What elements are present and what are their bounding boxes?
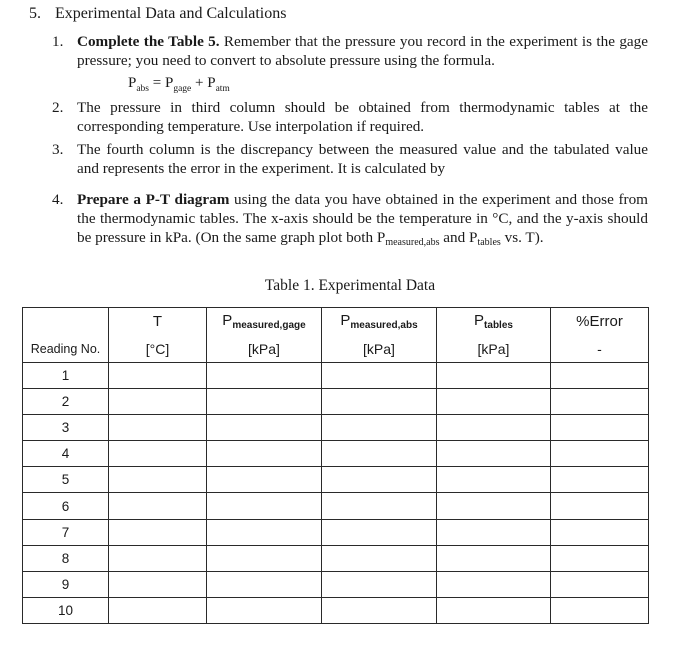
table-row: [23, 467, 649, 493]
empty-data-cell: [437, 415, 551, 441]
formula-lhs: P: [128, 75, 137, 91]
empty-data-cell: [551, 441, 649, 467]
empty-data-cell: [322, 415, 437, 441]
empty-data-cell: [437, 467, 551, 493]
header-temperature-unit: [°C]: [109, 335, 207, 363]
empty-data-cell: [437, 519, 551, 545]
formula-equals: =: [149, 75, 165, 91]
instruction-item-2: [52, 98, 648, 136]
table-row: [23, 389, 649, 415]
header-unit-kpa: [kPa]: [207, 335, 322, 363]
formula-plus: +: [191, 75, 208, 91]
empty-data-cell: [551, 415, 649, 441]
empty-data-cell: [109, 389, 207, 415]
empty-data-cell: [207, 441, 322, 467]
table-header-row-top: [23, 308, 649, 336]
table-row: [23, 545, 649, 571]
empty-data-cell: [437, 571, 551, 597]
reading-number-cell: 10: [23, 597, 109, 623]
empty-data-cell: [109, 571, 207, 597]
table-row: [23, 493, 649, 519]
header-reading-top: [23, 308, 109, 336]
table-row: [23, 415, 649, 441]
empty-data-cell: [551, 363, 649, 389]
empty-data-cell: [207, 467, 322, 493]
header-p-measured-abs: [322, 308, 437, 336]
header-sub: measured,abs: [350, 320, 418, 331]
empty-data-cell: [322, 493, 437, 519]
empty-data-cell: [109, 519, 207, 545]
reading-number-cell: 1: [23, 363, 109, 389]
empty-data-cell: [437, 545, 551, 571]
empty-data-cell: [437, 363, 551, 389]
instruction-item-1: [52, 32, 648, 70]
instruction-item-4: [52, 190, 648, 252]
formula-term2: P: [207, 75, 216, 91]
item-sub-measured-abs: measured,abs: [385, 237, 440, 248]
empty-data-cell: [322, 467, 437, 493]
empty-data-cell: [322, 545, 437, 571]
empty-data-cell: [322, 389, 437, 415]
item-number: 4.: [52, 191, 64, 208]
item-text: using the data you have obtained in the experiment and those from the thermodynamic tables. The x-axis should be the temperature in °C, and the y-axis should be pressure in kPa. (On the same graph plot both P: [77, 191, 648, 246]
header-percent-error: [551, 308, 649, 336]
empty-data-cell: [437, 441, 551, 467]
experimental-data-table: [22, 307, 649, 624]
empty-data-cell: [322, 571, 437, 597]
empty-data-cell: [109, 493, 207, 519]
empty-data-cell: [551, 493, 649, 519]
empty-data-cell: [437, 389, 551, 415]
item-text: The fourth column is the discrepancy between the measured value and the tabulated value and represents the error in the experiment. It is calculated by: [77, 141, 648, 177]
empty-data-cell: [551, 519, 649, 545]
empty-data-cell: [551, 597, 649, 623]
reading-number-cell: 6: [23, 493, 109, 519]
reading-number-cell: 2: [23, 389, 109, 415]
empty-data-cell: [207, 415, 322, 441]
reading-number-cell: 7: [23, 519, 109, 545]
empty-data-cell: [437, 597, 551, 623]
item-sub-tables: tables: [477, 237, 501, 248]
empty-data-cell: [551, 467, 649, 493]
section-number: 5.: [29, 5, 41, 22]
header-p-measured-gage: [207, 308, 322, 336]
instruction-item-3: [52, 140, 648, 178]
absolute-pressure-formula: [128, 75, 230, 94]
item-bold-text: Prepare a P-T diagram: [77, 191, 230, 208]
empty-data-cell: [322, 597, 437, 623]
empty-data-cell: [551, 571, 649, 597]
header-temperature-symbol: [109, 308, 207, 336]
item-bold-text: Complete the Table 5.: [77, 33, 220, 50]
header-sub: measured,gage: [232, 320, 306, 331]
header-text: P: [340, 312, 351, 329]
header-unit-kpa: [kPa]: [322, 335, 437, 363]
header-text: %Error: [576, 313, 623, 330]
formula-term1-sub: gage: [173, 84, 192, 94]
item-number: 2.: [52, 99, 64, 116]
header-text: P: [474, 312, 485, 329]
item-number: 1.: [52, 33, 64, 50]
header-sub: tables: [484, 320, 513, 331]
header-text: P: [222, 312, 233, 329]
table-row: [23, 597, 649, 623]
item-text-mid: and P: [439, 229, 478, 246]
empty-data-cell: [551, 545, 649, 571]
table-row: [23, 519, 649, 545]
header-error-unit: -: [551, 335, 649, 363]
reading-number-cell: 4: [23, 441, 109, 467]
header-reading-no: Reading No.: [23, 335, 109, 363]
empty-data-cell: [109, 597, 207, 623]
item-text: Remember that the pressure you record in the experiment is the gage pressure; you need to convert to absolute pressure using the formula.: [77, 33, 648, 69]
empty-data-cell: [207, 597, 322, 623]
empty-data-cell: [322, 363, 437, 389]
header-unit-kpa: [kPa]: [437, 335, 551, 363]
empty-data-cell: [109, 545, 207, 571]
reading-number-cell: 8: [23, 545, 109, 571]
empty-data-cell: [322, 519, 437, 545]
section-title: Experimental Data and Calculations: [55, 5, 287, 22]
table-row: [23, 571, 649, 597]
formula-lhs-sub: abs: [136, 84, 150, 94]
empty-data-cell: [207, 519, 322, 545]
empty-data-cell: [207, 545, 322, 571]
empty-data-cell: [109, 415, 207, 441]
empty-data-cell: [207, 363, 322, 389]
item-number: 3.: [52, 141, 64, 158]
empty-data-cell: [109, 363, 207, 389]
empty-data-cell: [109, 467, 207, 493]
empty-data-cell: [207, 389, 322, 415]
reading-number-cell: 3: [23, 415, 109, 441]
table-header-row-units: [23, 335, 649, 363]
header-p-tables: [437, 308, 551, 336]
empty-data-cell: [437, 493, 551, 519]
table-caption: Table 1. Experimental Data: [264, 277, 436, 294]
reading-number-cell: 9: [23, 571, 109, 597]
empty-data-cell: [207, 493, 322, 519]
item-text: The pressure in third column should be obtained from thermodynamic tables at the corresponding temperature. Use interpolation if required.: [77, 99, 648, 135]
table-row: [23, 441, 649, 467]
empty-data-cell: [551, 389, 649, 415]
empty-data-cell: [207, 571, 322, 597]
header-text: T: [152, 313, 163, 330]
empty-data-cell: [109, 441, 207, 467]
reading-number-cell: 5: [23, 467, 109, 493]
item-text-end: vs. T).: [500, 229, 544, 246]
formula-term1: P: [164, 75, 174, 91]
section-heading: [29, 5, 286, 23]
empty-data-cell: [322, 441, 437, 467]
table-row: [23, 363, 649, 389]
formula-term2-sub: atm: [215, 84, 230, 94]
